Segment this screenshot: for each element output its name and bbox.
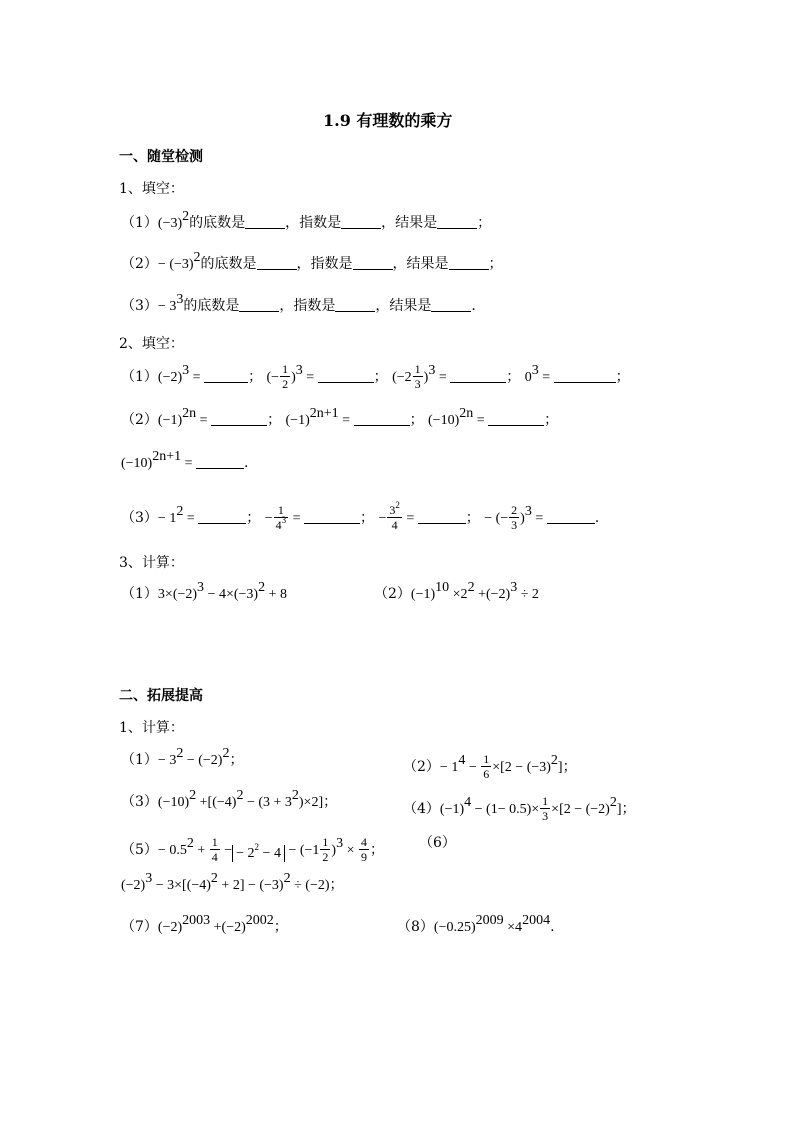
answer-blank[interactable] (449, 255, 489, 270)
expression: − (220, 843, 233, 858)
exponent: 2 (222, 746, 230, 762)
expression: (−10) (428, 413, 460, 428)
expression: + 2] − (−3) (217, 878, 284, 893)
separator: ； (373, 369, 388, 385)
paren-close: ) (331, 843, 337, 858)
exponent: 2n (459, 406, 474, 422)
exponent: 3 (182, 363, 190, 379)
exponent: 2 (283, 871, 291, 887)
expression: − 4×(−3) (204, 587, 259, 602)
punctuation: ； (229, 752, 244, 768)
s2-item-6 (121, 871, 344, 893)
expression: − 3 (157, 299, 177, 314)
s2-item-8 (397, 913, 555, 935)
separator: ； (409, 412, 424, 428)
exponent: 2 (186, 836, 194, 852)
minus-sign: − (264, 511, 273, 526)
punctuation: ； (477, 215, 492, 231)
expression: − (−1 (284, 843, 320, 858)
expression: (−10) (121, 456, 153, 471)
punctuation: . (594, 510, 600, 526)
numerator: 4 (360, 835, 367, 849)
expression: )×2]； (298, 795, 338, 810)
base-label: 的底数是 (200, 256, 257, 272)
item-number: （1） (121, 752, 158, 768)
expression: +(−2) (210, 920, 246, 935)
expression: ×2 (449, 587, 468, 602)
q2-row-1 (121, 363, 630, 391)
exponent: 3 (281, 515, 287, 525)
item-number: （3） (121, 298, 158, 314)
expression: (−10) (157, 795, 190, 810)
separator: ； (506, 369, 521, 385)
answer-blank[interactable] (547, 509, 595, 524)
exponent: 2 (182, 209, 190, 225)
q3-item-1 (121, 580, 287, 602)
expression: 3×(−2) (157, 587, 198, 602)
exponent: 2002 (245, 913, 274, 929)
fraction (413, 363, 423, 391)
denominator: 2 (282, 377, 289, 391)
exponent: 3 (510, 580, 518, 596)
paren-close: ) (520, 511, 525, 526)
answer-blank[interactable] (304, 509, 360, 524)
fraction (320, 836, 330, 864)
exponent-label: ，指数是 (285, 215, 342, 231)
question-1-label: 1、填空： (119, 181, 184, 197)
numerator: 1 (282, 362, 289, 376)
exponent: 2 (193, 250, 201, 266)
exponent: 2 (550, 753, 558, 769)
expression: − 3×[(−4) (152, 878, 211, 893)
expression: − 2 (236, 846, 255, 861)
denominator: 3 (511, 518, 518, 532)
exponent: 2 (176, 504, 184, 520)
expression: − (−3) (157, 257, 194, 272)
item-number: （3） (121, 510, 158, 526)
base-label: 的底数是 (183, 298, 240, 314)
punctuation: ； (488, 256, 503, 272)
s2-item-2 (403, 753, 577, 781)
expression: (−3) (157, 216, 183, 231)
answer-blank[interactable] (431, 297, 471, 312)
punctuation: ； (273, 919, 288, 935)
exponent-label: ，指数是 (279, 298, 336, 314)
answer-blank[interactable] (488, 411, 544, 426)
result-label: ，结果是 (381, 215, 438, 231)
expression: (−1) (410, 587, 436, 602)
result-label: ，结果是 (392, 256, 449, 272)
expression: ÷ (−2)； (290, 878, 344, 893)
base-label: 的底数是 (189, 215, 246, 231)
answer-blank[interactable] (245, 214, 285, 229)
punctuation: . (471, 298, 476, 314)
q1-item-3 (121, 292, 476, 314)
question-3-label: 3、计算： (119, 555, 184, 571)
fraction (509, 504, 519, 532)
expression: (−2) (157, 370, 183, 385)
answer-blank[interactable] (437, 214, 477, 229)
expression: + 8 (265, 587, 287, 602)
item-number: （2） (121, 256, 158, 272)
denominator: 4 (275, 518, 282, 532)
item-number: （1） (121, 215, 158, 231)
punctuation: . (244, 455, 249, 471)
section-heading-practice: 一、随堂检测 (119, 149, 203, 165)
q1-item-2 (121, 250, 503, 272)
item-number: （7） (121, 919, 158, 935)
punctuation: ； (369, 842, 384, 858)
expression: (−1) (157, 413, 183, 428)
expression: ×[2 − (−2) (551, 802, 610, 817)
fraction (210, 836, 220, 864)
item-number: （2） (403, 759, 440, 775)
numerator: 2 (511, 503, 518, 517)
exponent: 2 (210, 871, 218, 887)
answer-blank[interactable] (418, 509, 466, 524)
expression: ×[2 − (−3) (492, 760, 551, 775)
separator: ； (465, 510, 480, 526)
answer-blank[interactable] (450, 368, 506, 383)
exponent: 2 (609, 795, 617, 811)
answer-blank[interactable] (353, 255, 393, 270)
exponent: 2n+1 (309, 406, 339, 422)
exponent: 2 (395, 500, 400, 510)
denominator: 2 (322, 850, 329, 864)
exponent: 2003 (182, 913, 211, 929)
expression: 0 (524, 370, 532, 385)
denominator: 4 (211, 850, 218, 864)
expression: ÷ 2 (517, 587, 539, 602)
fraction (387, 500, 402, 532)
page-title: 1.9 有理数的乘方 (323, 111, 453, 130)
section-heading-extension: 二、拓展提高 (119, 688, 203, 704)
expression: ]； (557, 760, 577, 775)
q1-item-1 (121, 209, 492, 231)
punctuation: . (550, 919, 555, 935)
numerator: 3 (389, 503, 396, 517)
answer-blank[interactable] (198, 509, 246, 524)
denominator: 9 (360, 850, 367, 864)
expression: +[(−4) (196, 795, 237, 810)
item-number: （4） (403, 801, 440, 817)
question-2-label: 2、填空： (119, 336, 184, 352)
fraction (359, 836, 369, 864)
exponent: 3 (524, 504, 532, 520)
paren-close: ) (291, 370, 296, 385)
q2-row-3: $(3)- 1^2$ = ； − $\frac{1}{4^3}$ = ； − $\frac{3^2}{4}$ = ； − (− $\frac{2}{3}$ )$^3$ = . (121, 500, 600, 532)
denominator: 3 (542, 809, 549, 823)
numerator: 1 (211, 835, 218, 849)
expression: − 1 (439, 760, 459, 775)
exponent: 2 (189, 788, 197, 804)
expression: (−2) (121, 878, 146, 893)
s2-item-5 (121, 836, 384, 864)
section2-question-1-label: 1、计算： (119, 720, 184, 736)
s2-item-4 (403, 795, 636, 823)
numerator: 1 (274, 504, 289, 518)
denominator: 6 (483, 767, 490, 781)
expression: (−1) (439, 802, 465, 817)
exponent: 3 (531, 363, 539, 379)
expression: +(−2) (474, 587, 511, 602)
exponent: 2 (467, 580, 475, 596)
answer-blank[interactable] (239, 297, 279, 312)
paren-open: (− (266, 370, 280, 385)
exponent: 3 (176, 292, 184, 308)
answer-blank[interactable] (257, 255, 297, 270)
item-number: （2） (374, 586, 411, 602)
exponent: 2 (291, 788, 299, 804)
answer-blank[interactable] (211, 411, 267, 426)
exponent: 4 (464, 795, 472, 811)
expression: − (−2) (183, 753, 223, 768)
minus-sign: − (378, 511, 387, 526)
exponent: 3 (428, 363, 436, 379)
s2-item-3 (121, 788, 338, 810)
expression: − (465, 760, 481, 775)
equals-sign: = (538, 370, 554, 385)
mixed-number-whole: (−2 (392, 370, 412, 385)
separator: ； (360, 510, 374, 526)
q2-row-2-continued: $(-10)^{2n+1}$ = . (121, 449, 249, 471)
exponent: 3 (145, 871, 153, 887)
item-number: （5） (121, 842, 158, 858)
denominator: 3 (414, 377, 421, 391)
expression: − 4 (259, 846, 281, 861)
exponent: 3 (197, 580, 205, 596)
answer-blank[interactable] (554, 368, 616, 383)
expression: + (193, 843, 209, 858)
exponent: 2n+1 (152, 449, 182, 465)
absolute-value (232, 842, 285, 862)
separator: ； (248, 369, 263, 385)
fraction (280, 363, 290, 391)
item-number: （2） (121, 412, 158, 428)
fraction (540, 795, 550, 823)
expression: − 3 (157, 753, 177, 768)
exponent: 2n (182, 406, 197, 422)
separator: ； (615, 369, 630, 385)
numerator: 1 (414, 362, 421, 376)
numerator: 1 (542, 794, 549, 808)
item-number: （8） (397, 919, 434, 935)
exponent: 2004 (522, 913, 551, 929)
paren-close: ) (423, 370, 429, 385)
exponent: 2 (176, 746, 184, 762)
fraction (274, 504, 289, 532)
equals-sign: = (302, 370, 318, 385)
expression: − 1 (157, 511, 177, 526)
exponent: 2 (236, 788, 244, 804)
answer-blank[interactable] (196, 454, 244, 469)
expression: − 0.5 (157, 843, 187, 858)
item-number: （3） (121, 794, 158, 810)
s2-item-1 (121, 746, 244, 768)
s2-item-6-number: （6） (419, 835, 456, 851)
equals-sign: = (435, 370, 451, 385)
expression: ]； (616, 802, 636, 817)
separator: ； (544, 412, 559, 428)
q3-item-2 (374, 580, 539, 602)
fraction (481, 753, 491, 781)
result-label: ，结果是 (375, 298, 432, 314)
expression: (−0.25) (433, 920, 476, 935)
times-sign: × (343, 843, 358, 858)
expression: ×4 (503, 920, 523, 935)
exponent: 3 (295, 363, 303, 379)
item-number: （1） (121, 586, 158, 602)
expression: − (3 + 3 (243, 795, 292, 810)
exponent: 2 (254, 842, 260, 853)
s2-item-7 (121, 913, 288, 935)
answer-blank[interactable] (318, 368, 374, 383)
separator: ； (246, 510, 261, 526)
expression: (−1) (285, 413, 310, 428)
answer-blank[interactable] (341, 214, 381, 229)
exponent: 4 (458, 753, 466, 769)
denominator: 4 (391, 518, 398, 532)
paren-open: − (− (484, 511, 509, 526)
expression: − (1− 0.5)× (471, 802, 540, 817)
answer-blank[interactable] (335, 297, 375, 312)
q2-row-2: $(2)(-1)^{2n}$ = ； $(-1)^{2n+1}$ = ； $(-10)^{2n}$ = ； (121, 406, 559, 428)
equals-sign: = (189, 370, 205, 385)
exponent: 3 (336, 836, 344, 852)
answer-blank[interactable] (204, 368, 248, 383)
item-number: （1） (121, 369, 158, 385)
separator: ； (267, 412, 282, 428)
expression: (−2) (157, 920, 183, 935)
answer-blank[interactable] (354, 411, 410, 426)
exponent-label: ，指数是 (296, 256, 353, 272)
numerator: 1 (322, 835, 329, 849)
exponent: 10 (435, 580, 450, 596)
numerator: 1 (483, 752, 490, 766)
exponent: 2009 (475, 913, 504, 929)
exponent: 2 (258, 580, 266, 596)
